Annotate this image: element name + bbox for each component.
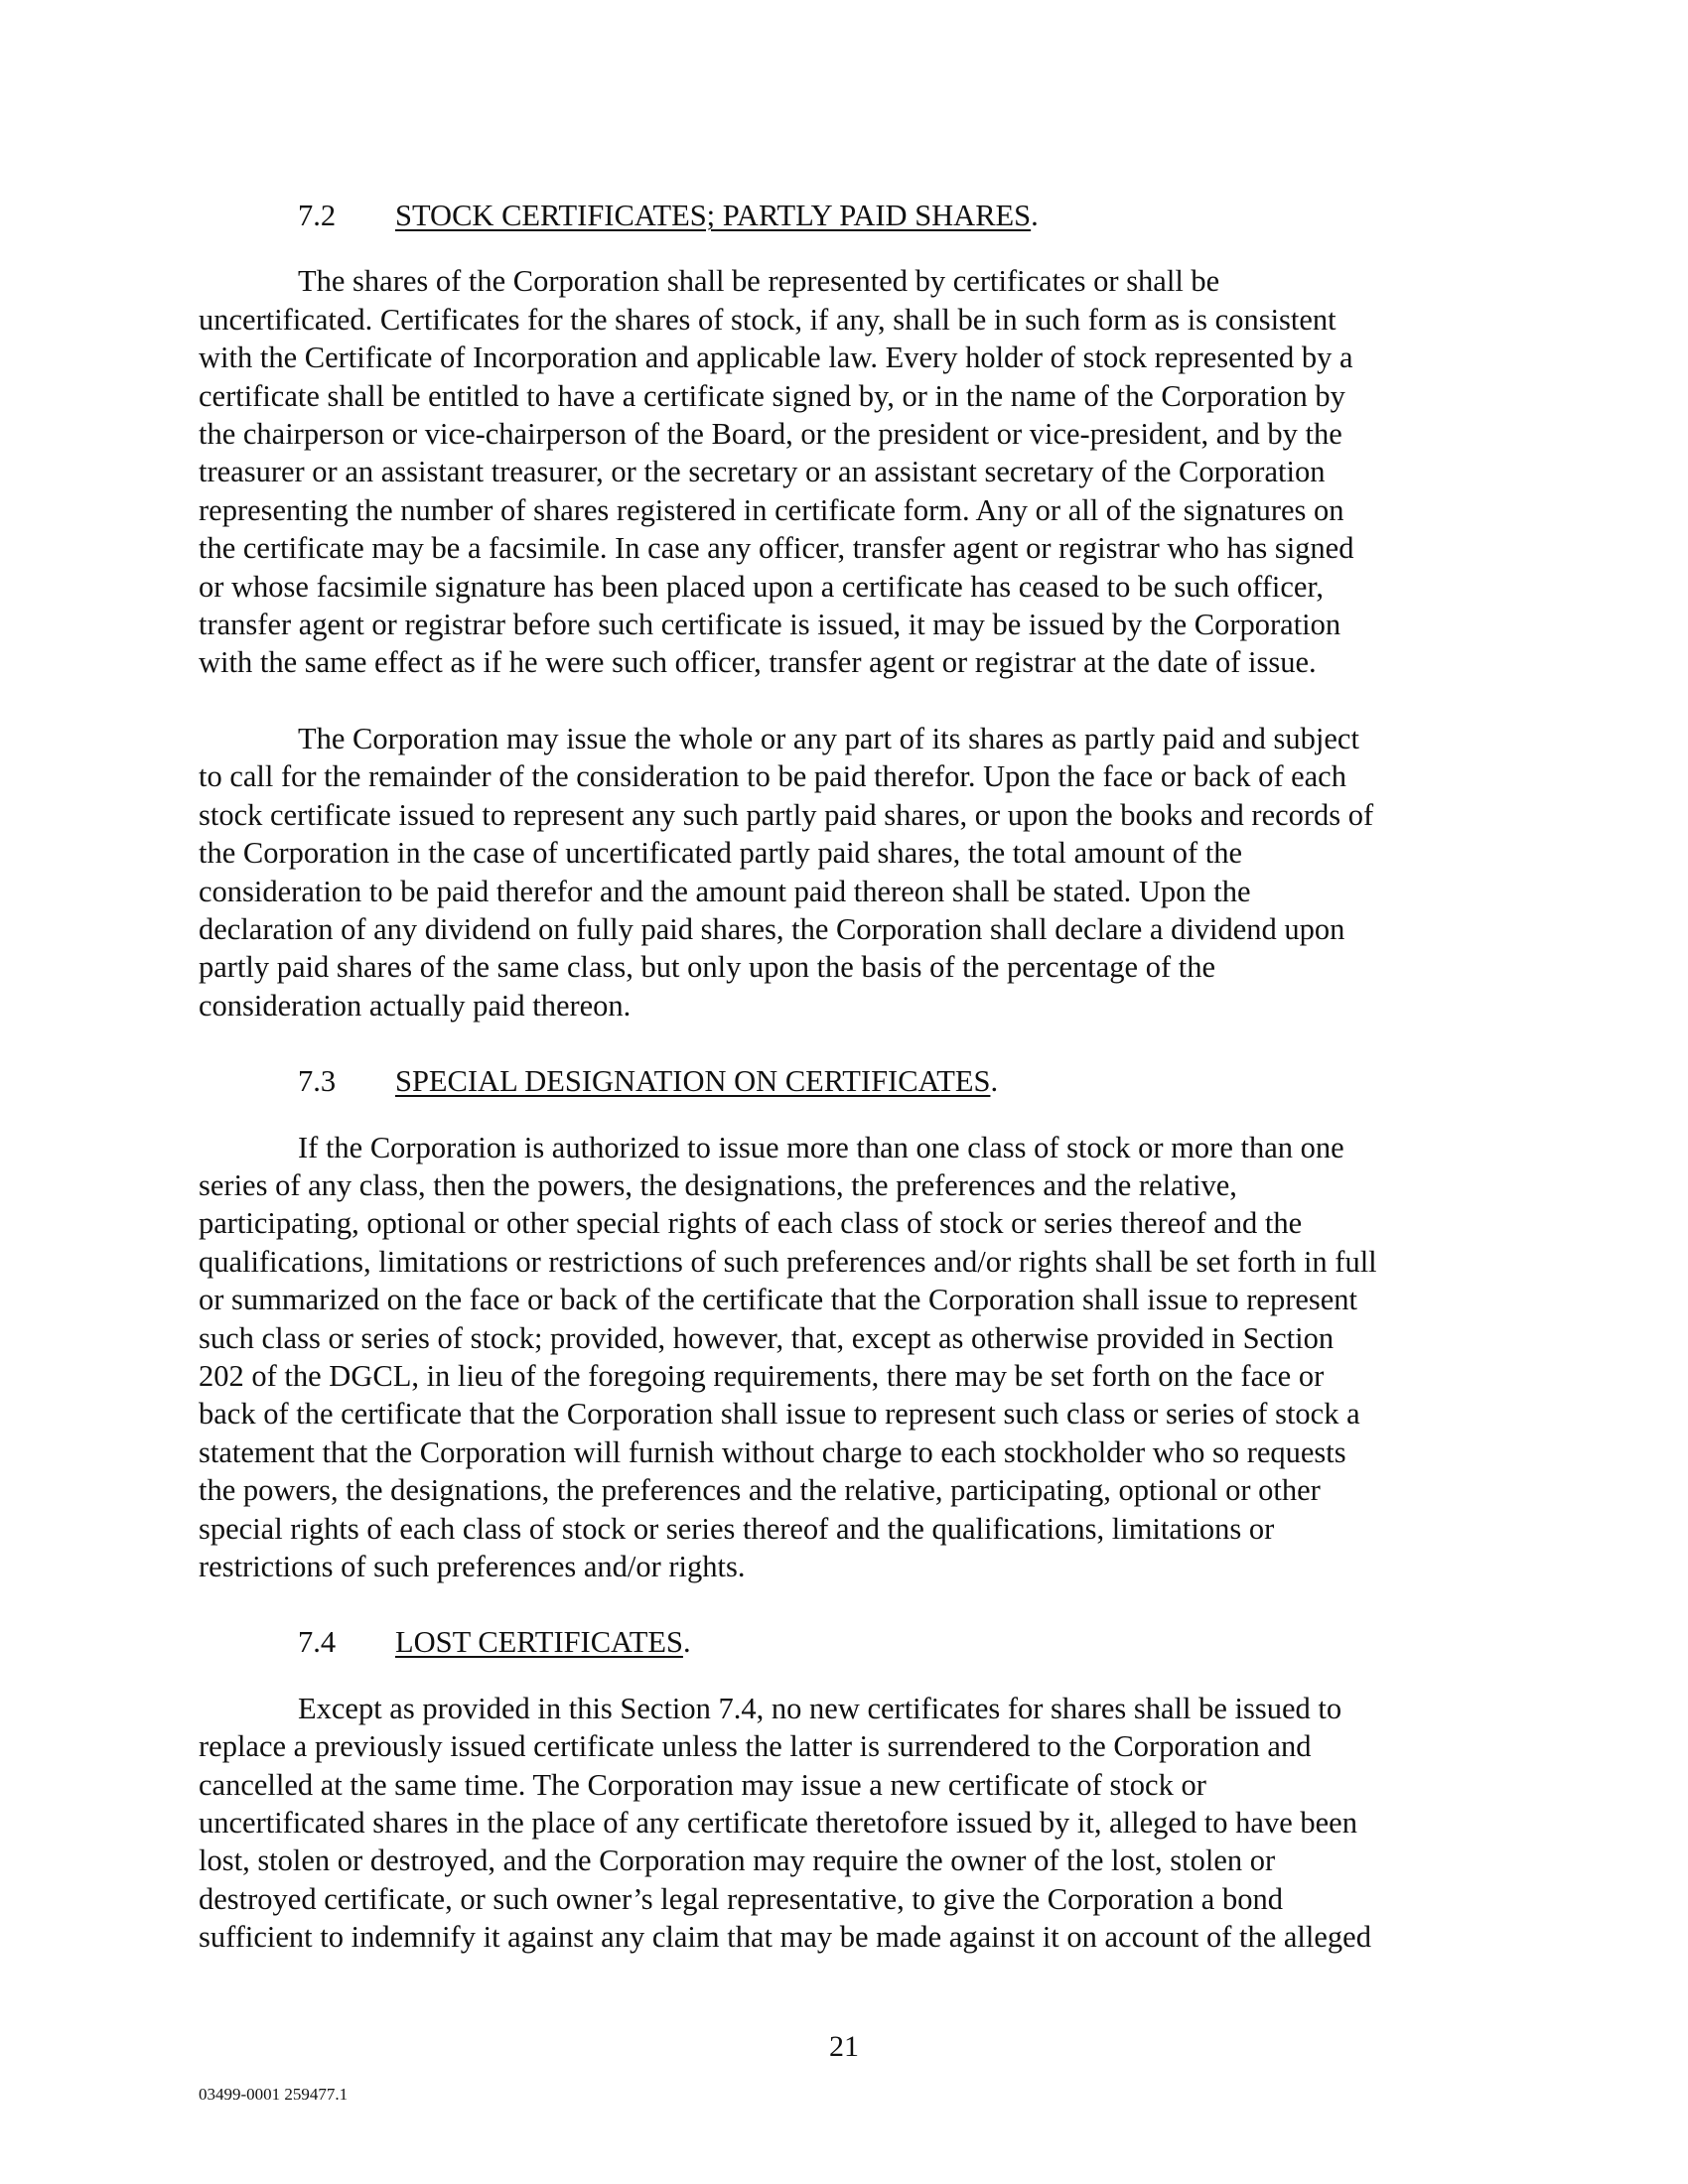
section-title-punctuation: . (990, 1064, 999, 1099)
paragraph-line: destroyed certificate, or such owner’s legal representative, to give the Corporation a bond (199, 1881, 1283, 1916)
paragraph-line: the certificate may be a facsimile. In case any officer, transfer agent or registrar who has signed (199, 531, 1354, 566)
paragraph-line: Except as provided in this Section 7.4, no new certificates for shares shall be issued to (298, 1691, 1342, 1725)
document-body (199, 197, 1489, 1994)
section-title-punctuation: . (1031, 199, 1039, 232)
document-id: 03499-0001 259477.1 (199, 2085, 349, 2104)
section-heading (199, 1062, 1489, 1100)
paragraph-line: uncertificated shares in the place of any certificate theretofore issued by it, alleged to have been (199, 1806, 1357, 1841)
paragraph-line: statement that the Corporation will furnish without charge to each stockholder who so requests (199, 1434, 1346, 1469)
paragraph-line: participating, optional or other special rights of each class of stock or series thereof and the (199, 1206, 1303, 1241)
paragraph-line: or whose facsimile signature has been placed upon a certificate has ceased to be such officer, (199, 569, 1325, 604)
section-title-punctuation: . (682, 1625, 691, 1660)
paragraph-line: back of the certificate that the Corporation shall issue to represent such class or series of stock a (199, 1397, 1360, 1432)
paragraph-line: The shares of the Corporation shall be represented by certificates or shall be (298, 264, 1220, 299)
paragraph-line: The Corporation may issue the whole or any part of its shares as partly paid and subject (298, 721, 1359, 755)
paragraph-line: series of any class, then the powers, the designations, the preferences and the relative, (199, 1167, 1237, 1202)
paragraph-line: certificate shall be entitled to have a certificate signed by, or in the name of the Corporation by (199, 378, 1345, 413)
paragraph-line: or summarized on the face or back of the certificate that the Corporation shall issue to represent (199, 1283, 1358, 1317)
paragraph-line: with the Certificate of Incorporation and applicable law. Every holder of stock represented by a (199, 341, 1353, 375)
paragraph-line: the chairperson or vice-chairperson of the Board, or the president or vice-president, and by the (199, 417, 1342, 452)
paragraph-line: such class or series of stock; provided, however, that, except as otherwise provided in Section (199, 1320, 1335, 1355)
paragraph-line: If the Corporation is authorized to issue more than one class of stock or more than one (298, 1130, 1344, 1164)
paragraph-line: lost, stolen or destroyed, and the Corporation may require the owner of the lost, stolen or (199, 1843, 1276, 1878)
paragraph-line: declaration of any dividend on fully paid shares, the Corporation shall declare a dividend upon (199, 911, 1345, 946)
paragraph-line: qualifications, limitations or restrictions of such preferences and/or rights shall be set forth in full (199, 1244, 1377, 1279)
paragraph-line: replace a previously issued certificate unless the latter is surrendered to the Corporation and (199, 1729, 1312, 1764)
paragraph (199, 262, 1489, 681)
paragraph (199, 1129, 1489, 1586)
paragraph-line: restrictions of such preferences and/or rights. (199, 1550, 746, 1583)
section-title: LOST CERTIFICATES (395, 1625, 683, 1660)
section-number: 7.3 (298, 1064, 337, 1099)
section-title: SPECIAL DESIGNATION ON CERTIFICATES (395, 1064, 991, 1099)
paragraph-line: special rights of each class of stock or series thereof and the qualifications, limitations or (199, 1511, 1275, 1546)
paragraph-line: the powers, the designations, the preferences and the relative, participating, optional or other (199, 1473, 1321, 1508)
paragraph-line: partly paid shares of the same class, but only upon the basis of the percentage of the (199, 950, 1215, 985)
paragraph-line: to call for the remainder of the consideration to be paid therefor. Upon the face or back of each (199, 759, 1346, 794)
paragraph-line: the Corporation in the case of uncertificated partly paid shares, the total amount of the (199, 836, 1243, 871)
section-number: 7.2 (298, 199, 337, 232)
section-heading (199, 197, 1489, 234)
paragraph-line: cancelled at the same time. The Corporation may issue a new certificate of stock or (199, 1767, 1206, 1802)
page-number: 21 (829, 2030, 859, 2063)
paragraph-line: 202 of the DGCL, in lieu of the foregoing requirements, there may be set forth on the face or (199, 1358, 1325, 1393)
paragraph-line: treasurer or an assistant treasurer, or the secretary or an assistant secretary of the Corporation (199, 455, 1326, 489)
section-title: STOCK CERTIFICATES; PARTLY PAID SHARES (395, 199, 1032, 232)
paragraph-line: consideration to be paid therefor and the amount paid thereon shall be stated. Upon the (199, 874, 1251, 908)
paragraph-line: consideration actually paid thereon. (199, 988, 632, 1023)
section-heading (199, 1623, 1489, 1661)
section-number: 7.4 (298, 1625, 337, 1660)
paragraph-line: uncertificated. Certificates for the shares of stock, if any, shall be in such form as is consistent (199, 302, 1336, 337)
paragraph-line: stock certificate issued to represent any such partly paid shares, or upon the books and records of (199, 797, 1374, 832)
paragraph (199, 1690, 1489, 1957)
paragraph-line: with the same effect as if he were such officer, transfer agent or registrar at the date of issue. (199, 645, 1317, 680)
paragraph (199, 720, 1489, 1024)
paragraph-line: sufficient to indemnify it against any claim that may be made against it on account of the alleged (199, 1920, 1371, 1955)
paragraph-line: transfer agent or registrar before such certificate is issued, it may be issued by the Corporation (199, 608, 1341, 642)
paragraph-line: representing the number of shares registered in certificate form. Any or all of the signatures on (199, 492, 1344, 527)
